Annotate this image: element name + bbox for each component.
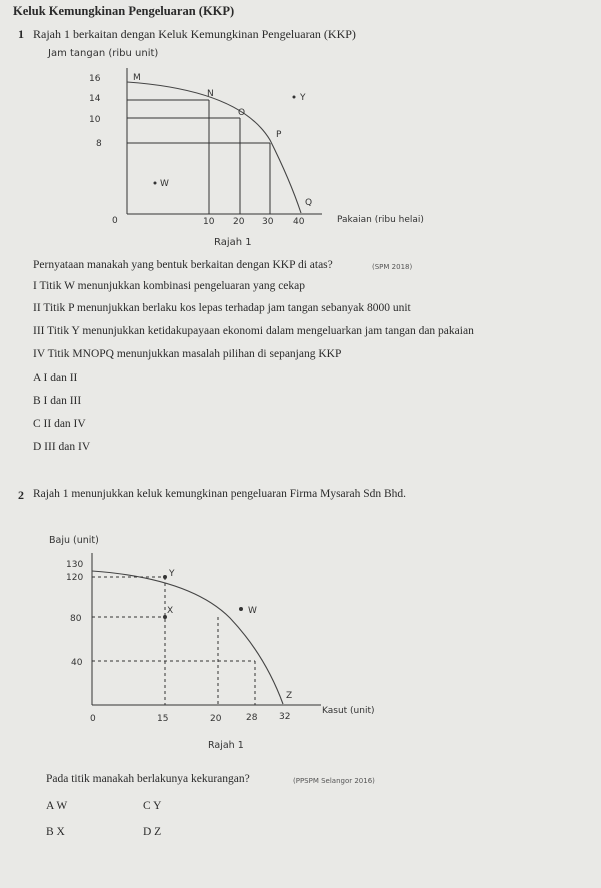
q1-option-c[interactable]: C II dan IV — [33, 418, 86, 430]
q1-option-a[interactable]: A I dan II — [33, 372, 78, 384]
q1-option-d[interactable]: D III dan IV — [33, 441, 91, 453]
question-1-stem: Pernyataan manakah yang bentuk berkaitan dengan KKP di atas? — [33, 259, 333, 271]
statement-iv: IV Titik MNOPQ menunjukkan masalah pilihan di sepanjang KKP — [33, 348, 342, 360]
fig1-xtick-0: 0 — [112, 216, 118, 226]
fig1-x-label: Pakaian (ribu helai) — [337, 215, 424, 225]
fig2-label-w: W — [248, 606, 257, 616]
fig2-label-z: Z — [286, 691, 293, 701]
fig2-xtick-0: 0 — [90, 714, 96, 724]
q2-option-c[interactable]: C Y — [143, 800, 162, 812]
statement-i: I Titik W menunjukkan kombinasi pengeluaran yang cekap — [33, 280, 306, 292]
fig2-label-y: Y — [169, 569, 175, 579]
fig2-xtick-20: 20 — [210, 714, 222, 724]
question-1-source: (SPM 2018) — [372, 263, 413, 271]
fig2-dot-w — [239, 607, 243, 611]
fig1-ytick-14: 14 — [89, 94, 101, 104]
statement-ii: II Titik P menunjukkan berlaku kos lepas terhadap jam tangan sebanyak 8000 unit — [33, 302, 411, 314]
fig1-point-q: Q — [305, 198, 313, 208]
fig2-ytick-80: 80 — [70, 614, 82, 624]
q2-option-d[interactable]: D Z — [143, 826, 162, 838]
fig2-caption: Rajah 1 — [208, 740, 244, 751]
question-2-stem: Pada titik manakah berlakunya kekurangan? — [46, 773, 250, 785]
fig1-label-w: W — [160, 179, 169, 189]
fig2-ytick-120: 120 — [66, 573, 84, 583]
fig2-dot-y — [163, 575, 167, 579]
fig1-ytick-8: 8 — [96, 139, 102, 149]
fig1-ytick-16: 16 — [89, 74, 101, 84]
question-2-source: (PPSPM Selangor 2016) — [293, 777, 375, 785]
fig1-point-o: O — [238, 108, 246, 118]
q2-option-b[interactable]: B X — [46, 826, 65, 838]
fig1-y-label: Jam tangan (ribu unit) — [48, 48, 159, 59]
statement-iii: III Titik Y menunjukkan ketidakupayaan ekonomi dalam mengeluarkan jam tangan dan pakaian — [33, 325, 474, 337]
fig2-xtick-32: 32 — [279, 712, 291, 722]
fig2-x-label: Kasut (unit) — [322, 706, 375, 716]
fig1-xtick-20: 20 — [233, 217, 245, 227]
question-2-intro: Rajah 1 menunjukkan keluk kemungkinan pengeluaran Firma Mysarah Sdn Bhd. — [33, 488, 407, 500]
fig2-kkp-curve — [92, 571, 283, 704]
fig1-point-n: N — [207, 89, 214, 99]
q2-option-a[interactable]: A W — [46, 800, 68, 812]
page-title: Keluk Kemungkinan Pengeluaran (KKP) — [13, 4, 235, 18]
fig1-caption: Rajah 1 — [214, 237, 252, 248]
question-1-number: 1 — [18, 27, 24, 41]
fig1-xtick-40: 40 — [293, 217, 305, 227]
fig2-ytick-130: 130 — [66, 560, 84, 570]
q1-option-b[interactable]: B I dan III — [33, 395, 82, 407]
fig2-y-label: Baju (unit) — [49, 535, 99, 546]
fig2-xtick-15: 15 — [157, 714, 169, 724]
question-2-number: 2 — [18, 488, 24, 502]
fig1-ytick-10: 10 — [89, 115, 101, 125]
fig1-xtick-30: 30 — [262, 217, 274, 227]
fig2-ytick-40: 40 — [71, 658, 83, 668]
question-1-intro: Rajah 1 berkaitan dengan Keluk Kemungkinan Pengeluaran (KKP) — [33, 27, 356, 41]
fig2-xtick-28: 28 — [246, 713, 258, 723]
fig1-label-y: Y — [300, 93, 306, 103]
fig1-point-m: M — [133, 73, 141, 83]
fig1-point-p: P — [276, 130, 282, 140]
fig2-label-x: X — [167, 606, 174, 616]
fig1-xtick-10: 10 — [203, 217, 215, 227]
